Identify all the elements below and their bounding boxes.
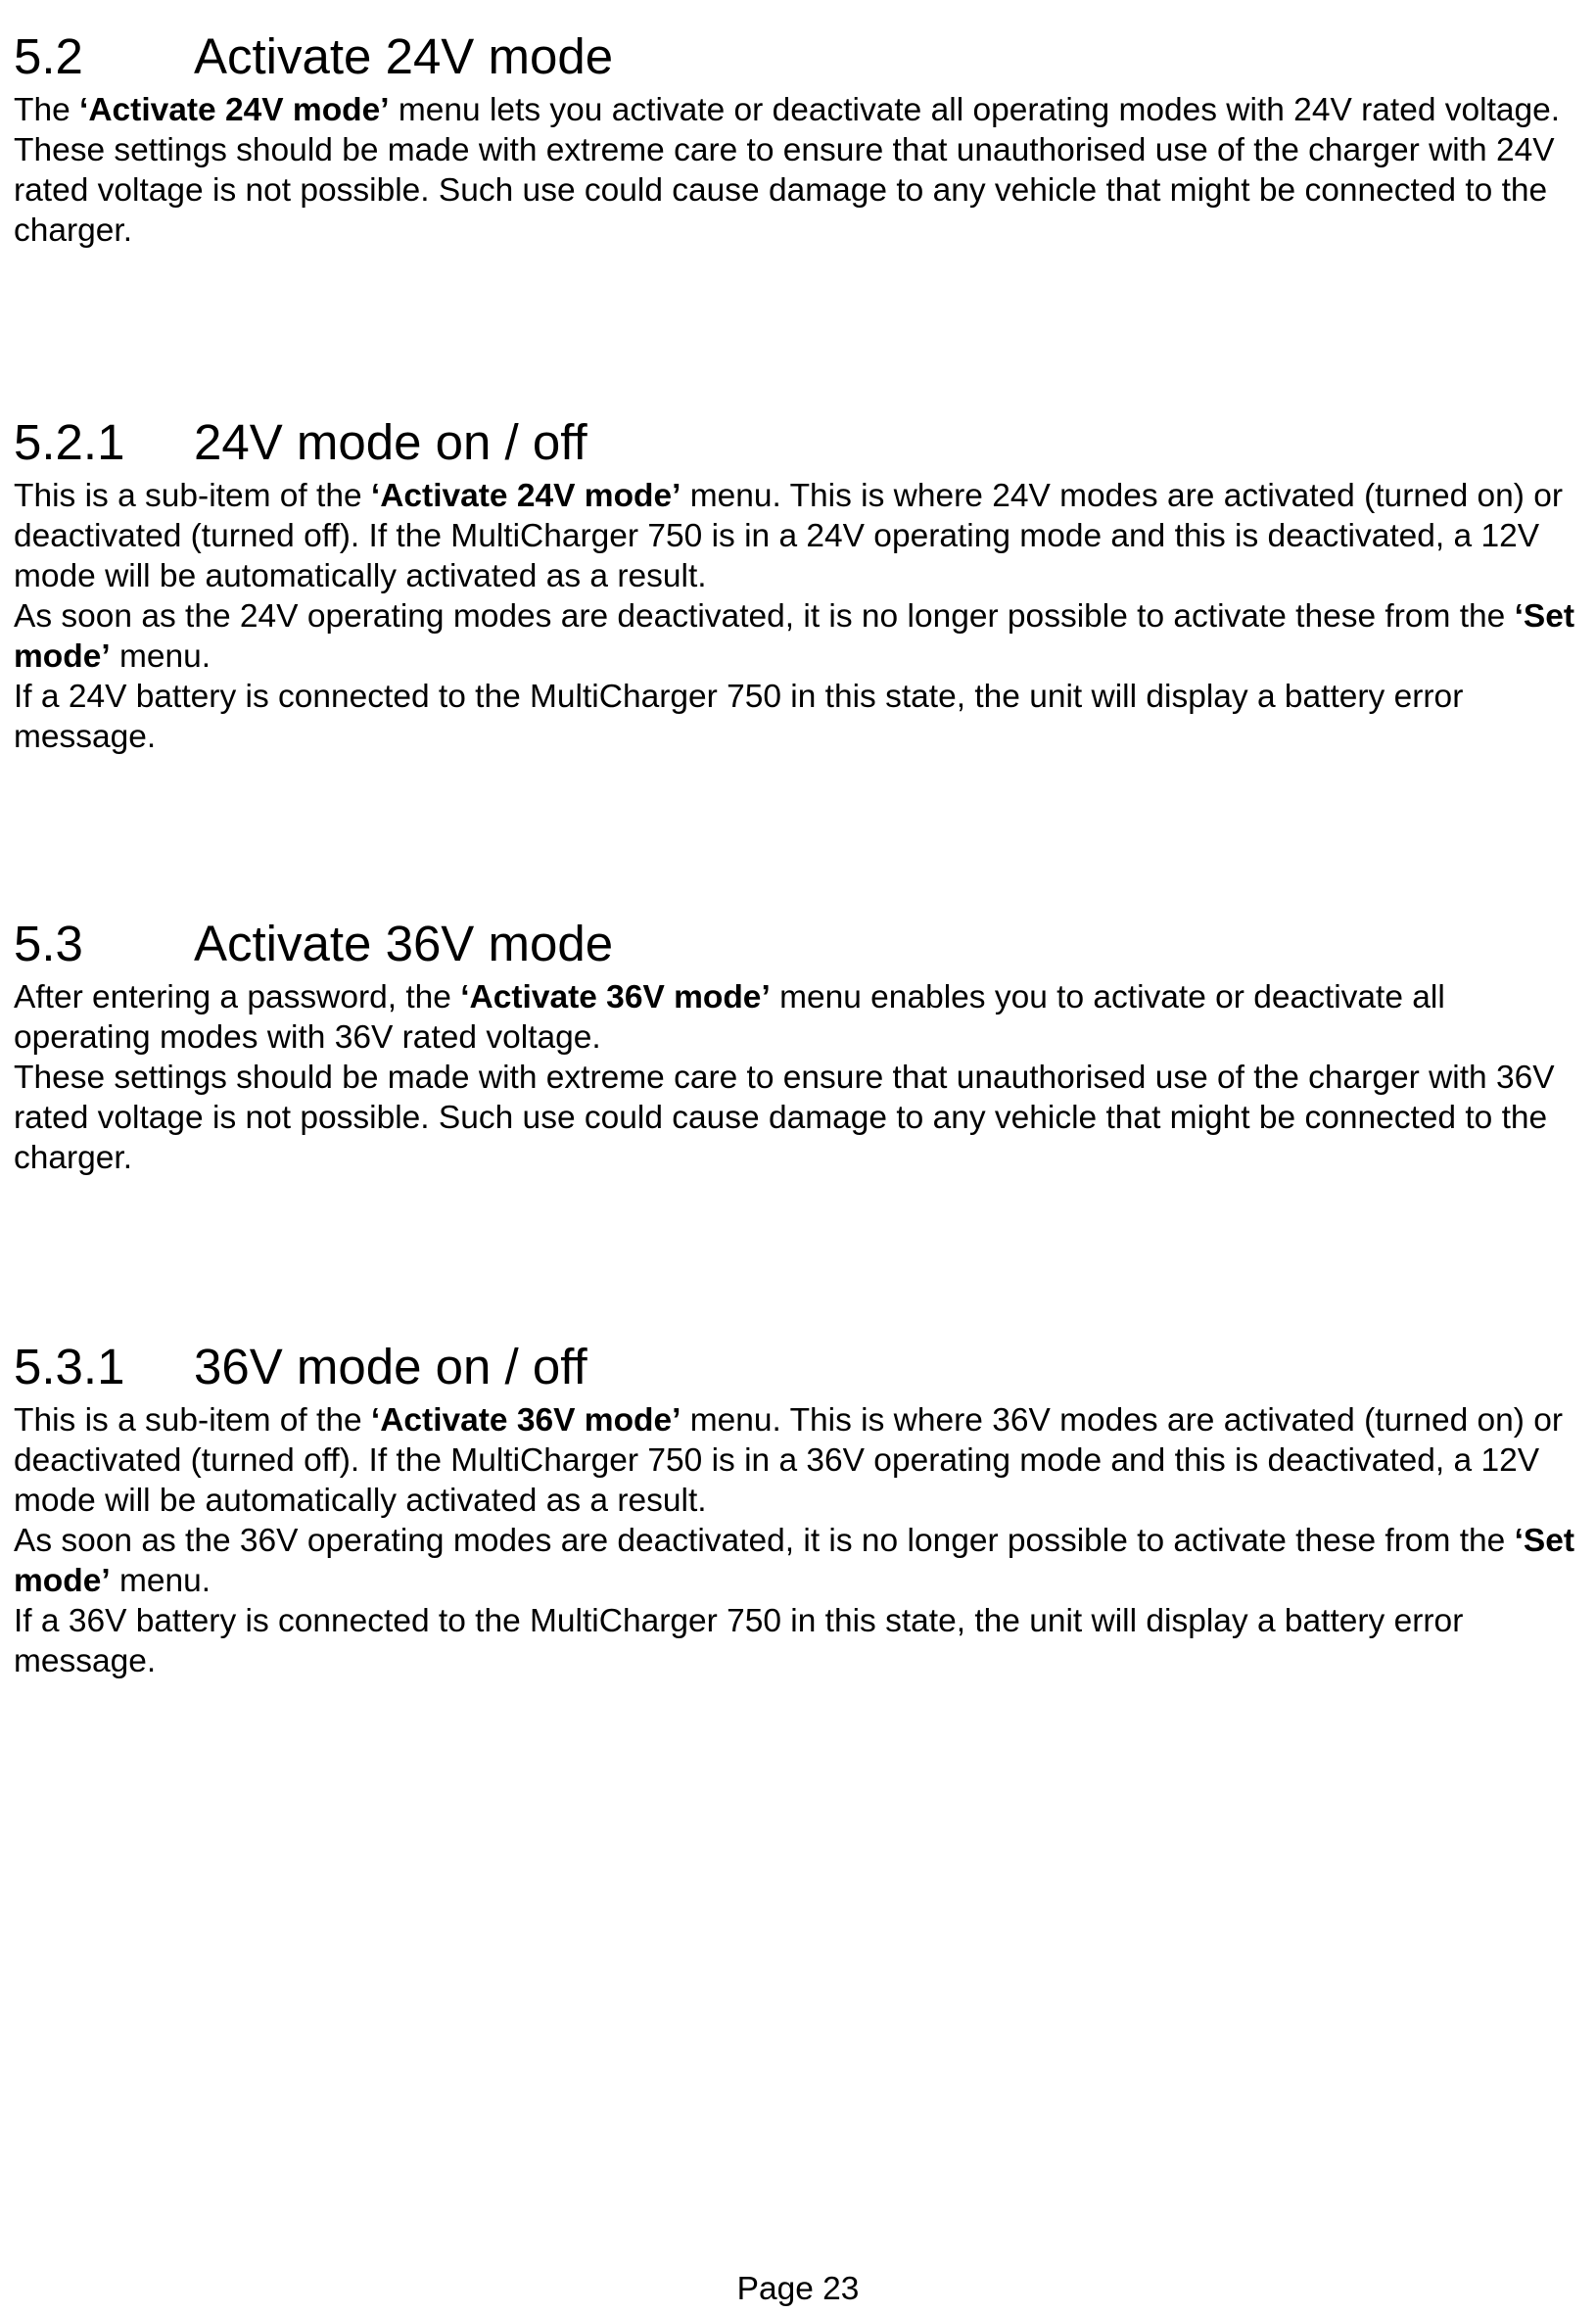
section-heading [14,915,1580,973]
section-title: 36V mode on / off [194,1339,587,1394]
section-title: Activate 24V mode [194,28,614,84]
section-heading [14,1338,1580,1396]
section-title: 24V mode on / off [194,414,587,470]
menu-name: ‘Set mode’ [14,1523,1575,1599]
section-5-2 [14,27,1580,251]
paragraph: If a 36V battery is connected to the MultiCharger 750 in this state, the unit will display a battery error message. [14,1603,1464,1679]
section-5-3-1 [14,1338,1580,1681]
section-number: 5.2 [14,28,83,84]
page-number: Page 23 [736,2271,860,2307]
paragraph: As soon as the 36V operating modes are deactivated, it is no longer possible to activate these from the ‘Set mode’ menu. [14,1523,1575,1599]
menu-name: ‘Activate 24V mode’ [79,92,390,128]
menu-name: ‘Activate 36V mode’ [370,1402,681,1439]
paragraph: The ‘Activate 24V mode’ menu lets you activate or deactivate all operating modes with 24V rated voltage. These settings should be made with extreme care to ensure that unauthorised use of the charger with 24V rated voltage is not possible. Such use could cause damage to any vehicle that might be connected to the charger. [14,92,1561,249]
section-heading [14,27,1580,86]
section-number: 5.3.1 [14,1339,125,1394]
paragraph: After entering a password, the ‘Activate 36V mode’ menu enables you to activate or deactivate all operating modes with 36V rated voltage. [14,979,1445,1056]
paragraph: This is a sub-item of the ‘Activate 24V mode’ menu. This is where 24V modes are activated (turned on) or deactivated (turned off). If the MultiCharger 750 is in a 24V operating mode and this is deactivated, a 12V mode will be automatically activated as a result. [14,478,1564,594]
paragraph: If a 24V battery is connected to the MultiCharger 750 in this state, the unit will display a battery error message. [14,679,1464,755]
section-5-3 [14,915,1580,1178]
section-5-2-1 [14,413,1580,757]
paragraph: This is a sub-item of the ‘Activate 36V mode’ menu. This is where 36V modes are activated (turned on) or deactivated (turned off). If the MultiCharger 750 is in a 36V operating mode and this is deactivated, a 12V mode will be automatically activated as a result. [14,1402,1564,1519]
section-title: Activate 36V mode [194,916,614,971]
menu-name: ‘Set mode’ [14,598,1575,675]
section-heading [14,413,1580,472]
section-number: 5.3 [14,916,83,971]
menu-name: ‘Activate 36V mode’ [460,979,771,1015]
section-number: 5.2.1 [14,414,125,470]
menu-name: ‘Activate 24V mode’ [370,478,681,514]
paragraph: As soon as the 24V operating modes are deactivated, it is no longer possible to activate these from the ‘Set mode’ menu. [14,598,1575,675]
paragraph: These settings should be made with extreme care to ensure that unauthorised use of the charger with 36V rated voltage is not possible. Such use could cause damage to any vehicle that might be connected to the charger. [14,1060,1555,1176]
